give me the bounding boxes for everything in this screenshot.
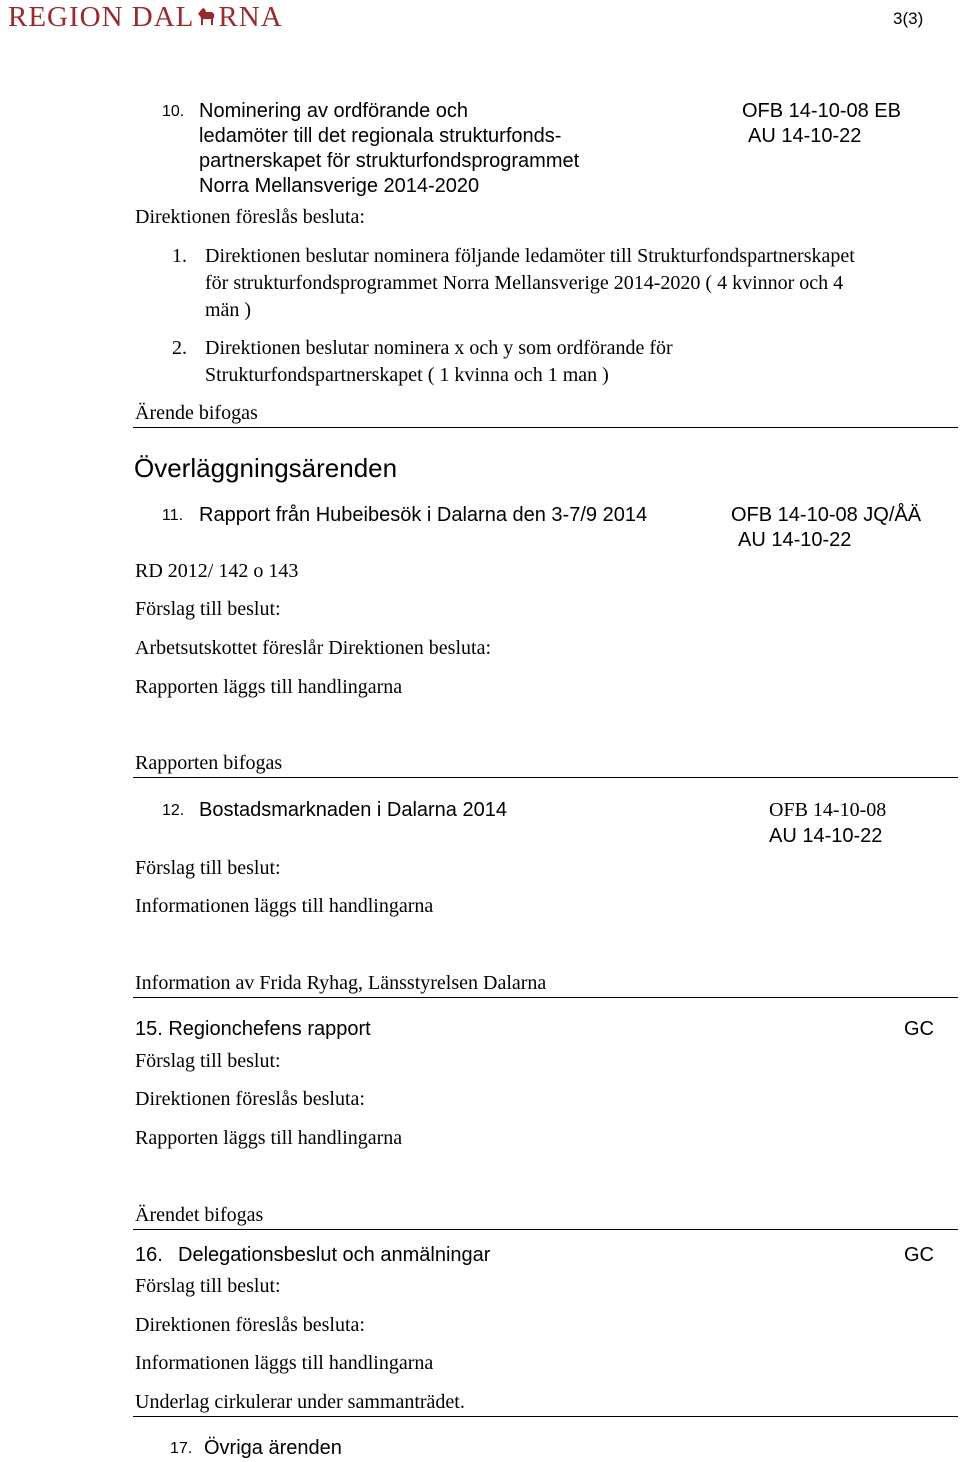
item-11-number: 11. [162,507,184,524]
item-12-proposal-label: Förslag till beslut: [135,857,281,879]
item-11-decision: Rapporten läggs till handlingarna [135,676,403,698]
item-10-point-2-line-2: Strukturfondspartnerskapet ( 1 kvinna och 1 man ) [205,364,609,386]
item-17-title: Övriga ärenden [204,1437,342,1459]
item-16-number: 16. [135,1244,163,1266]
item-10-point-2-number: 2. [172,337,187,359]
divider [133,427,958,428]
dala-horse-icon [194,4,218,28]
item-16-decision: Informationen läggs till handlingarna [135,1352,434,1374]
item-15-heading: 15. Regionchefens rapport [135,1018,371,1040]
item-15-proposal-label: Förslag till beslut: [135,1050,281,1072]
item-12-ref-line-1: OFB 14-10-08 [769,799,887,821]
item-11-proposal-label: Förslag till beslut: [135,598,281,620]
item-11-committee: Arbetsutskottet föreslår Direktionen besluta: [135,637,492,659]
item-12-decision: Informationen läggs till handlingarna [135,895,434,917]
item-15-attachment: Ärendet bifogas [135,1204,264,1226]
item-11-ref-line-2: AU 14-10-22 [738,529,852,551]
item-12-title: Bostadsmarknaden i Dalarna 2014 [199,799,507,821]
item-16-circulate: Underlag cirkulerar under sammanträdet. [135,1391,465,1413]
item-10-ref-line-1: OFB 14-10-08 EB [742,100,901,122]
divider [133,1229,958,1230]
item-16-proposal-label: Förslag till beslut: [135,1275,281,1297]
section-heading: Överläggningsärenden [134,453,398,483]
item-10-ref-line-2: AU 14-10-22 [748,125,862,147]
item-10-point-1-line-2: för strukturfondsprogrammet Norra Mellansverige 2014-2020 ( 4 kvinnor och 4 [205,272,844,294]
item-16-direction-label: Direktionen föreslås besluta: [135,1314,365,1336]
item-12-info: Information av Frida Ryhag, Länsstyrelsen Dalarna [135,972,547,994]
item-10-title-line-4: Norra Mellansverige 2014-2020 [199,175,480,197]
item-12-number: 12. [162,802,185,819]
item-10-title-line-3: partnerskapet för strukturfondsprogrammet [199,150,580,172]
item-15-direction-label: Direktionen föreslås besluta: [135,1088,365,1110]
item-16-ref: GC [904,1244,934,1266]
page-number: 3(3) [893,9,924,28]
item-10-point-1-line-3: män ) [205,299,252,321]
item-10-proposal-label: Direktionen föreslås besluta: [135,206,365,228]
item-10-point-1-line-1: Direktionen beslutar nominera följande ledamöter till Strukturfondspartnerskapet [205,245,855,267]
item-11-title: Rapport från Hubeibesök i Dalarna den 3-7/9 2014 [199,504,648,526]
item-10-title-line-2: ledamöter till det regionala strukturfonds- [199,125,562,147]
region-dalarna-logo [8,2,283,32]
item-10-title-line-1: Nominering av ordförande och [199,100,469,122]
logo-text-right: RNA [218,1,283,33]
divider [133,1416,958,1417]
item-11-ref-line-1: OFB 14-10-08 JQ/ÅÄ [731,504,922,526]
item-15-decision: Rapporten läggs till handlingarna [135,1127,403,1149]
item-10-point-2-line-1: Direktionen beslutar nominera x och y som ordförande för [205,337,673,359]
item-17-number: 17. [170,1440,193,1457]
item-16-title: Delegationsbeslut och anmälningar [178,1244,491,1266]
item-11-attachment: Rapporten bifogas [135,752,283,774]
item-10-attachment: Ärende bifogas [135,402,258,424]
divider [133,997,958,998]
item-15-ref: GC [904,1018,934,1040]
item-12-ref-line-2: AU 14-10-22 [769,825,883,847]
item-10-number: 10. [162,103,185,120]
item-11-rd: RD 2012/ 142 o 143 [135,560,299,582]
divider [133,777,958,778]
logo-text-left: REGION DAL [8,1,195,33]
item-10-point-1-number: 1. [172,245,187,267]
